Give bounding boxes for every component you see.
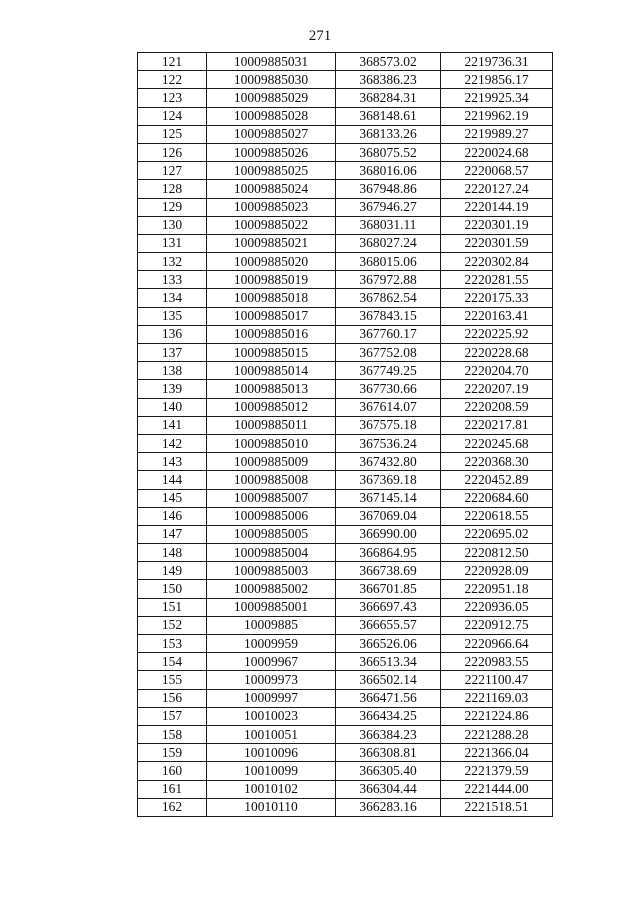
row-number-cell: 125 bbox=[138, 125, 207, 143]
table-row bbox=[138, 162, 553, 180]
y-coordinate-cell: 2219962.19 bbox=[441, 107, 553, 125]
table-body bbox=[138, 53, 553, 817]
row-number-cell: 126 bbox=[138, 143, 207, 161]
y-coordinate-cell: 2221169.03 bbox=[441, 689, 553, 707]
y-coordinate-cell: 2221100.47 bbox=[441, 671, 553, 689]
table-row bbox=[138, 434, 553, 452]
row-number-cell: 150 bbox=[138, 580, 207, 598]
table-row bbox=[138, 598, 553, 616]
x-coordinate-cell: 366434.25 bbox=[336, 707, 441, 725]
table-row bbox=[138, 107, 553, 125]
x-coordinate-cell: 366308.81 bbox=[336, 744, 441, 762]
y-coordinate-cell: 2220912.75 bbox=[441, 616, 553, 634]
table-row bbox=[138, 635, 553, 653]
table-row bbox=[138, 234, 553, 252]
point-id-cell: 10009885007 bbox=[207, 489, 336, 507]
table-row bbox=[138, 580, 553, 598]
point-id-cell: 10009967 bbox=[207, 653, 336, 671]
table-row bbox=[138, 562, 553, 580]
y-coordinate-cell: 2220302.84 bbox=[441, 253, 553, 271]
x-coordinate-cell: 367069.04 bbox=[336, 507, 441, 525]
y-coordinate-cell: 2221379.59 bbox=[441, 762, 553, 780]
table-row bbox=[138, 216, 553, 234]
y-coordinate-cell: 2220204.70 bbox=[441, 362, 553, 380]
y-coordinate-cell: 2220024.68 bbox=[441, 143, 553, 161]
y-coordinate-cell: 2219989.27 bbox=[441, 125, 553, 143]
y-coordinate-cell: 2221444.00 bbox=[441, 780, 553, 798]
row-number-cell: 156 bbox=[138, 689, 207, 707]
point-id-cell: 10010051 bbox=[207, 725, 336, 743]
row-number-cell: 123 bbox=[138, 89, 207, 107]
x-coordinate-cell: 366304.44 bbox=[336, 780, 441, 798]
point-id-cell: 10009885001 bbox=[207, 598, 336, 616]
row-number-cell: 159 bbox=[138, 744, 207, 762]
y-coordinate-cell: 2220068.57 bbox=[441, 162, 553, 180]
point-id-cell: 10009885002 bbox=[207, 580, 336, 598]
point-id-cell: 10009885012 bbox=[207, 398, 336, 416]
point-id-cell: 10009885029 bbox=[207, 89, 336, 107]
row-number-cell: 124 bbox=[138, 107, 207, 125]
table-row bbox=[138, 53, 553, 71]
y-coordinate-cell: 2220207.19 bbox=[441, 380, 553, 398]
point-id-cell: 10010023 bbox=[207, 707, 336, 725]
y-coordinate-cell: 2220225.92 bbox=[441, 325, 553, 343]
table-row bbox=[138, 416, 553, 434]
x-coordinate-cell: 366305.40 bbox=[336, 762, 441, 780]
row-number-cell: 160 bbox=[138, 762, 207, 780]
table-row bbox=[138, 198, 553, 216]
x-coordinate-cell: 366384.23 bbox=[336, 725, 441, 743]
x-coordinate-cell: 368284.31 bbox=[336, 89, 441, 107]
y-coordinate-cell: 2221366.04 bbox=[441, 744, 553, 762]
x-coordinate-cell: 366697.43 bbox=[336, 598, 441, 616]
table-row bbox=[138, 507, 553, 525]
table-row bbox=[138, 325, 553, 343]
y-coordinate-cell: 2220936.05 bbox=[441, 598, 553, 616]
y-coordinate-cell: 2220245.68 bbox=[441, 434, 553, 452]
y-coordinate-cell: 2221518.51 bbox=[441, 798, 553, 816]
x-coordinate-cell: 367369.18 bbox=[336, 471, 441, 489]
row-number-cell: 152 bbox=[138, 616, 207, 634]
y-coordinate-cell: 2220983.55 bbox=[441, 653, 553, 671]
y-coordinate-cell: 2220175.33 bbox=[441, 289, 553, 307]
point-id-cell: 10010102 bbox=[207, 780, 336, 798]
point-id-cell: 10010110 bbox=[207, 798, 336, 816]
table-row bbox=[138, 380, 553, 398]
point-id-cell: 10009885005 bbox=[207, 525, 336, 543]
x-coordinate-cell: 366471.56 bbox=[336, 689, 441, 707]
y-coordinate-cell: 2220144.19 bbox=[441, 198, 553, 216]
x-coordinate-cell: 367752.08 bbox=[336, 344, 441, 362]
table-row bbox=[138, 798, 553, 816]
x-coordinate-cell: 368573.02 bbox=[336, 53, 441, 71]
y-coordinate-cell: 2220301.19 bbox=[441, 216, 553, 234]
y-coordinate-cell: 2220812.50 bbox=[441, 544, 553, 562]
point-id-cell: 10009885014 bbox=[207, 362, 336, 380]
row-number-cell: 138 bbox=[138, 362, 207, 380]
row-number-cell: 127 bbox=[138, 162, 207, 180]
x-coordinate-cell: 366502.14 bbox=[336, 671, 441, 689]
point-id-cell: 10009885030 bbox=[207, 71, 336, 89]
table-row bbox=[138, 344, 553, 362]
y-coordinate-cell: 2220163.41 bbox=[441, 307, 553, 325]
point-id-cell: 10009959 bbox=[207, 635, 336, 653]
y-coordinate-cell: 2220228.68 bbox=[441, 344, 553, 362]
table-row bbox=[138, 89, 553, 107]
table-row bbox=[138, 744, 553, 762]
x-coordinate-cell: 367730.66 bbox=[336, 380, 441, 398]
point-id-cell: 10009885013 bbox=[207, 380, 336, 398]
point-id-cell: 10009885016 bbox=[207, 325, 336, 343]
table-row bbox=[138, 525, 553, 543]
x-coordinate-cell: 368075.52 bbox=[336, 143, 441, 161]
row-number-cell: 149 bbox=[138, 562, 207, 580]
row-number-cell: 148 bbox=[138, 544, 207, 562]
row-number-cell: 141 bbox=[138, 416, 207, 434]
table-row bbox=[138, 271, 553, 289]
x-coordinate-cell: 368016.06 bbox=[336, 162, 441, 180]
x-coordinate-cell: 368386.23 bbox=[336, 71, 441, 89]
x-coordinate-cell: 367946.27 bbox=[336, 198, 441, 216]
row-number-cell: 131 bbox=[138, 234, 207, 252]
y-coordinate-cell: 2220684.60 bbox=[441, 489, 553, 507]
table-row bbox=[138, 653, 553, 671]
x-coordinate-cell: 367862.54 bbox=[336, 289, 441, 307]
y-coordinate-cell: 2220928.09 bbox=[441, 562, 553, 580]
table-row bbox=[138, 671, 553, 689]
row-number-cell: 137 bbox=[138, 344, 207, 362]
point-id-cell: 10009885010 bbox=[207, 434, 336, 452]
table-row bbox=[138, 253, 553, 271]
point-id-cell: 10009885022 bbox=[207, 216, 336, 234]
x-coordinate-cell: 366864.95 bbox=[336, 544, 441, 562]
y-coordinate-cell: 2221288.28 bbox=[441, 725, 553, 743]
x-coordinate-cell: 368015.06 bbox=[336, 253, 441, 271]
table-row bbox=[138, 725, 553, 743]
table-row bbox=[138, 125, 553, 143]
point-id-cell: 10009885004 bbox=[207, 544, 336, 562]
x-coordinate-cell: 367972.88 bbox=[336, 271, 441, 289]
row-number-cell: 122 bbox=[138, 71, 207, 89]
row-number-cell: 145 bbox=[138, 489, 207, 507]
table-row bbox=[138, 180, 553, 198]
point-id-cell: 10009885018 bbox=[207, 289, 336, 307]
row-number-cell: 140 bbox=[138, 398, 207, 416]
y-coordinate-cell: 2220618.55 bbox=[441, 507, 553, 525]
y-coordinate-cell: 2219925.34 bbox=[441, 89, 553, 107]
table-row bbox=[138, 689, 553, 707]
x-coordinate-cell: 367536.24 bbox=[336, 434, 441, 452]
point-id-cell: 10009885027 bbox=[207, 125, 336, 143]
x-coordinate-cell: 367843.15 bbox=[336, 307, 441, 325]
row-number-cell: 147 bbox=[138, 525, 207, 543]
x-coordinate-cell: 366283.16 bbox=[336, 798, 441, 816]
table-row bbox=[138, 780, 553, 798]
y-coordinate-cell: 2220127.24 bbox=[441, 180, 553, 198]
x-coordinate-cell: 366738.69 bbox=[336, 562, 441, 580]
table-row bbox=[138, 616, 553, 634]
row-number-cell: 161 bbox=[138, 780, 207, 798]
point-id-cell: 10009885017 bbox=[207, 307, 336, 325]
y-coordinate-cell: 2219856.17 bbox=[441, 71, 553, 89]
point-id-cell: 10009973 bbox=[207, 671, 336, 689]
y-coordinate-cell: 2220368.30 bbox=[441, 453, 553, 471]
row-number-cell: 157 bbox=[138, 707, 207, 725]
point-id-cell: 10009885021 bbox=[207, 234, 336, 252]
table-row bbox=[138, 471, 553, 489]
point-id-cell: 10009885028 bbox=[207, 107, 336, 125]
row-number-cell: 132 bbox=[138, 253, 207, 271]
y-coordinate-cell: 2220217.81 bbox=[441, 416, 553, 434]
table-row bbox=[138, 489, 553, 507]
point-id-cell: 10009885003 bbox=[207, 562, 336, 580]
y-coordinate-cell: 2221224.86 bbox=[441, 707, 553, 725]
x-coordinate-cell: 367432.80 bbox=[336, 453, 441, 471]
x-coordinate-cell: 367948.86 bbox=[336, 180, 441, 198]
row-number-cell: 128 bbox=[138, 180, 207, 198]
point-id-cell: 10009885025 bbox=[207, 162, 336, 180]
x-coordinate-cell: 366655.57 bbox=[336, 616, 441, 634]
table-row bbox=[138, 544, 553, 562]
row-number-cell: 155 bbox=[138, 671, 207, 689]
row-number-cell: 134 bbox=[138, 289, 207, 307]
point-id-cell: 10009885024 bbox=[207, 180, 336, 198]
table-row bbox=[138, 307, 553, 325]
row-number-cell: 144 bbox=[138, 471, 207, 489]
row-number-cell: 158 bbox=[138, 725, 207, 743]
row-number-cell: 135 bbox=[138, 307, 207, 325]
page-number: 271 bbox=[308, 28, 332, 44]
point-id-cell: 10010096 bbox=[207, 744, 336, 762]
row-number-cell: 142 bbox=[138, 434, 207, 452]
row-number-cell: 153 bbox=[138, 635, 207, 653]
point-id-cell: 10009885 bbox=[207, 616, 336, 634]
y-coordinate-cell: 2220452.89 bbox=[441, 471, 553, 489]
x-coordinate-cell: 366701.85 bbox=[336, 580, 441, 598]
table-row bbox=[138, 707, 553, 725]
x-coordinate-cell: 367749.25 bbox=[336, 362, 441, 380]
y-coordinate-cell: 2220208.59 bbox=[441, 398, 553, 416]
x-coordinate-cell: 366526.06 bbox=[336, 635, 441, 653]
point-id-cell: 10009885008 bbox=[207, 471, 336, 489]
point-id-cell: 10009885006 bbox=[207, 507, 336, 525]
row-number-cell: 139 bbox=[138, 380, 207, 398]
row-number-cell: 130 bbox=[138, 216, 207, 234]
x-coordinate-cell: 368133.26 bbox=[336, 125, 441, 143]
x-coordinate-cell: 368148.61 bbox=[336, 107, 441, 125]
x-coordinate-cell: 366990.00 bbox=[336, 525, 441, 543]
x-coordinate-cell: 367614.07 bbox=[336, 398, 441, 416]
point-id-cell: 10010099 bbox=[207, 762, 336, 780]
y-coordinate-cell: 2220966.64 bbox=[441, 635, 553, 653]
point-id-cell: 10009885023 bbox=[207, 198, 336, 216]
y-coordinate-cell: 2220281.55 bbox=[441, 271, 553, 289]
point-id-cell: 10009885011 bbox=[207, 416, 336, 434]
table-row bbox=[138, 762, 553, 780]
y-coordinate-cell: 2219736.31 bbox=[441, 53, 553, 71]
x-coordinate-cell: 366513.34 bbox=[336, 653, 441, 671]
x-coordinate-cell: 367575.18 bbox=[336, 416, 441, 434]
row-number-cell: 154 bbox=[138, 653, 207, 671]
x-coordinate-cell: 367760.17 bbox=[336, 325, 441, 343]
table-row bbox=[138, 453, 553, 471]
point-id-cell: 10009885031 bbox=[207, 53, 336, 71]
point-id-cell: 10009885020 bbox=[207, 253, 336, 271]
table-row bbox=[138, 71, 553, 89]
y-coordinate-cell: 2220301.59 bbox=[441, 234, 553, 252]
coordinates-table bbox=[137, 52, 553, 817]
x-coordinate-cell: 368031.11 bbox=[336, 216, 441, 234]
x-coordinate-cell: 368027.24 bbox=[336, 234, 441, 252]
x-coordinate-cell: 367145.14 bbox=[336, 489, 441, 507]
point-id-cell: 10009997 bbox=[207, 689, 336, 707]
row-number-cell: 136 bbox=[138, 325, 207, 343]
row-number-cell: 121 bbox=[138, 53, 207, 71]
point-id-cell: 10009885015 bbox=[207, 344, 336, 362]
table-row bbox=[138, 398, 553, 416]
y-coordinate-cell: 2220951.18 bbox=[441, 580, 553, 598]
y-coordinate-cell: 2220695.02 bbox=[441, 525, 553, 543]
row-number-cell: 151 bbox=[138, 598, 207, 616]
point-id-cell: 10009885026 bbox=[207, 143, 336, 161]
row-number-cell: 162 bbox=[138, 798, 207, 816]
point-id-cell: 10009885019 bbox=[207, 271, 336, 289]
row-number-cell: 146 bbox=[138, 507, 207, 525]
point-id-cell: 10009885009 bbox=[207, 453, 336, 471]
row-number-cell: 129 bbox=[138, 198, 207, 216]
table-row bbox=[138, 289, 553, 307]
table-row bbox=[138, 143, 553, 161]
table-row bbox=[138, 362, 553, 380]
row-number-cell: 133 bbox=[138, 271, 207, 289]
row-number-cell: 143 bbox=[138, 453, 207, 471]
